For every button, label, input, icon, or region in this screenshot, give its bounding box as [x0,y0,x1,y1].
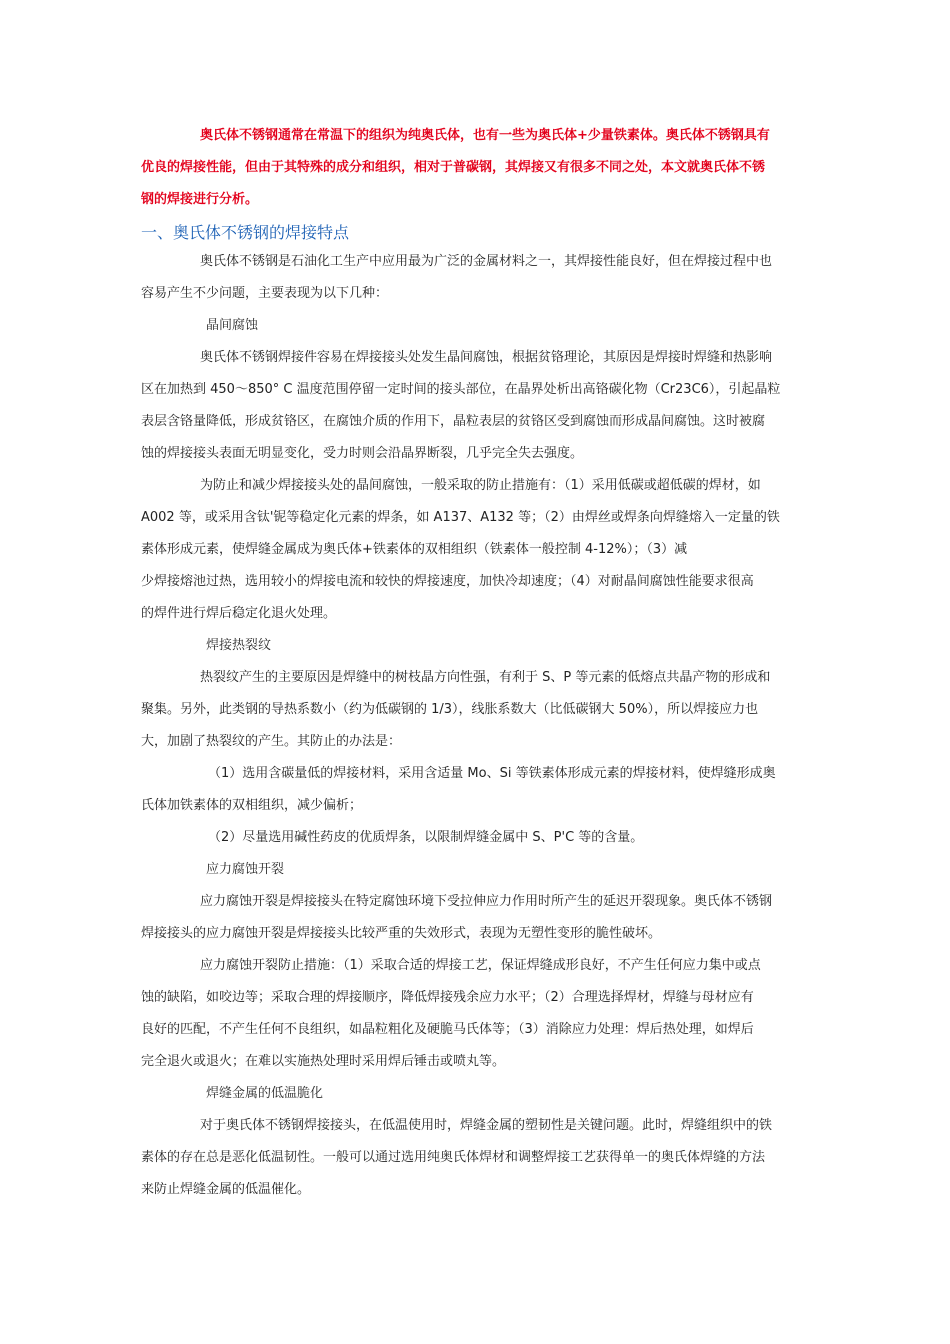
paragraph-line: 应力腐蚀开裂防止措施：（1）采取合适的焊接工艺，保证焊缝成形良好，不产生任何应力集中或点 [200,958,761,973]
section-heading: 一、奥氏体不锈钢的焊接特点 [141,223,350,242]
paragraph-line: 良好的匹配，不产生任何不良组织，如晶粒粗化及硬脆马氏体等；（3）消除应力处理：焊后热处理，如焊后 [141,1022,754,1037]
paragraph-line: 蚀的焊接接头表面无明显变化，受力时则会沿晶界断裂，几乎完全失去强度。 [141,446,584,461]
subsection-title: 应力腐蚀开裂 [206,862,285,877]
paragraph-line: 应力腐蚀开裂是焊接接头在特定腐蚀环境下受拉伸应力作用时所产生的延迟开裂现象。奥氏体不锈钢 [200,894,773,909]
paragraph-line: 对于奥氏体不锈钢焊接接头，在低温使用时，焊缝金属的塑韧性是关键问题。此时，焊缝组织中的铁 [200,1118,773,1133]
paragraph-line: 素体形成元素，使焊缝金属成为奥氏体+铁素体的双相组织（铁素体一般控制 4-12%）；（3）减 [141,542,688,557]
paragraph-line: 区在加热到 450～850° C 温度范围停留一定时间的接头部位，在晶界处析出高铬碳化物（Cr23C6），引起晶粒 [141,382,781,397]
subsection-title: 晶间腐蚀 [206,318,259,333]
paragraph-line: A002 等，或采用含钛'铌等稳定化元素的焊条，如 A137、A132 等；（2）由焊丝或焊条向焊缝熔入一定量的铁 [141,510,780,525]
paragraph-line: 来防止焊缝金属的低温催化。 [141,1182,311,1197]
paragraph-line: 表层含铬量降低，形成贫铬区，在腐蚀介质的作用下，晶粒表层的贫铬区受到腐蚀而形成晶间腐蚀。这时被腐 [141,414,766,429]
paragraph-line: 少焊接熔池过热，选用较小的焊接电流和较快的焊接速度，加快冷却速度；（4）对耐晶间腐蚀性能要求很高 [141,574,754,589]
overview-line: 奥氏体不锈钢是石油化工生产中应用最为广泛的金属材料之一，其焊接性能良好，但在焊接过程中也 [200,254,773,269]
paragraph-line: （2）尽量选用碱性药皮的优质焊条，以限制焊缝金属中 S、P'C 等的含量。 [208,830,644,845]
paragraph-line: 完全退火或退火；在难以实施热处理时采用焊后锤击或喷丸等。 [141,1054,506,1069]
paragraph-line: 为防止和减少焊接接头处的晶间腐蚀，一般采取的防止措施有：（1）采用低碳或超低碳的焊材，如 [200,478,761,493]
overview-line: 容易产生不少问题，主要表现为以下几种： [141,286,389,301]
paragraph-line: 聚集。另外，此类钢的导热系数小（约为低碳钢的 1/3），线胀系数大（比低碳钢大 50%），所以焊接应力也 [141,702,759,717]
intro-line: 优良的焊接性能，但由于其特殊的成分和组织，相对于普碳钢，其焊接又有很多不同之处，本文就奥氏体不锈 [141,160,766,175]
intro-line: 钢的焊接进行分析。 [141,192,259,207]
paragraph-line: 大，加剧了热裂纹的产生。其防止的办法是： [141,734,402,749]
subsection-title: 焊接热裂纹 [206,638,272,653]
paragraph-line: 素体的存在总是恶化低温韧性。一般可以通过选用纯奥氏体焊材和调整焊接工艺获得单一的奥氏体焊缝的方法 [141,1150,766,1165]
intro-line: 奥氏体不锈钢通常在常温下的组织为纯奥氏体，也有一些为奥氏体+少量铁素体。奥氏体不锈钢具有 [200,128,770,143]
subsection-title: 焊缝金属的低温脆化 [206,1086,324,1101]
paragraph-line: 奥氏体不锈钢焊接件容易在焊接接头处发生晶间腐蚀，根据贫铬理论，其原因是焊接时焊缝和热影响 [200,350,773,365]
paragraph-line: 氏体加铁素体的双相组织，减少偏析； [141,798,363,813]
paragraph-line: 热裂纹产生的主要原因是焊缝中的树枝晶方向性强，有利于 S、P 等元素的低熔点共晶产物的形成和 [200,670,771,685]
paragraph-line: （1）选用含碳量低的焊接材料，采用含适量 Mo、Si 等铁素体形成元素的焊接材料，使焊缝形成奥 [208,766,776,781]
paragraph-line: 蚀的缺陷，如咬边等；采取合理的焊接顺序，降低焊接残余应力水平；（2）合理选择焊材，焊缝与母材应有 [141,990,754,1005]
paragraph-line: 焊接接头的应力腐蚀开裂是焊接接头比较严重的失效形式，表现为无塑性变形的脆性破坏。 [141,926,662,941]
paragraph-line: 的焊件进行焊后稳定化退火处理。 [141,606,337,621]
